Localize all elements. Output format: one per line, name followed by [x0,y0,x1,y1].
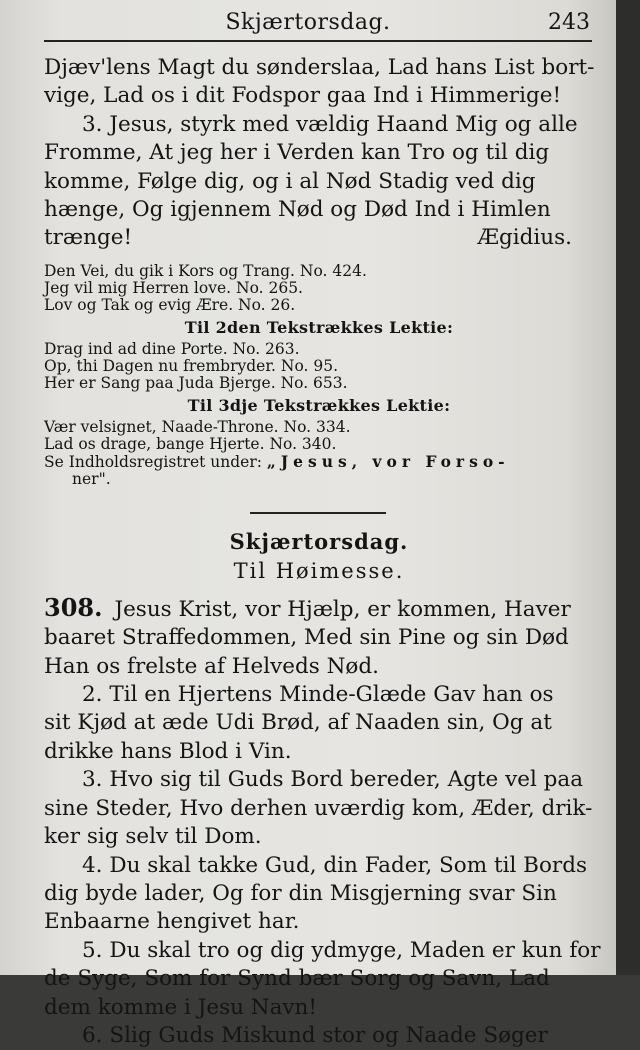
header-rule [44,40,592,42]
hymn-reference: Den Vei, du gik i Kors og Trang. No. 424. [44,261,367,280]
verse-line: 5. Du skal tro og dig ydmyge, Maden er kun for [82,937,601,963]
verse-line: dig byde lader, Og for din Misgjerning svar Sin [44,880,557,906]
verse-line: drikke hans Blod i Vin. [44,738,292,764]
verse-line: 6. Slig Guds Miskund stor og Naade Søger [82,1022,548,1048]
hymn-reference: Vær velsignet, Naade-Throne. No. 334. [44,417,351,436]
verse-line: komme, Følge dig, og i al Nød Stadig ved dig [44,168,536,194]
hymn-308 [44,592,601,1050]
verse-line: hænge, Og igjennem Nød og Død Ind i Himlen [44,197,551,223]
subheading-second-lesson: Til 2den Tekstrækkes Lektie: [184,317,454,337]
hymn-reference: Drag ind ad dine Porte. No. 263. [44,339,300,358]
section-subtitle: Til Høimesse. [233,558,405,583]
verse-line-last [44,224,594,252]
index-reference-spaced: „Jesus, vor Forso- [266,451,510,471]
index-reference [44,453,594,471]
verse-line: 3. Jesus, styrk med vældig Haand Mig og alle [82,111,578,137]
subheading-third-lesson: Til 3dje Tekstrækkes Lektie: [187,395,451,415]
verse-line: sit Kjød at æde Udi Brød, af Naaden sin, Og at [44,710,552,736]
verse-line: Fromme, At jeg her i Verden kan Tro og til dig [44,140,550,166]
verse-line: Enbaarne hengivet har. [44,909,300,935]
running-header [0,6,616,40]
section-divider [250,512,386,514]
page-content [44,54,601,1050]
author-signature: Ægidius. [477,225,572,251]
verse-line: Jesus Krist, vor Hjælp, er kommen, Haver [114,596,571,622]
verse-line: 3. Hvo sig til Guds Bord bereder, Agte vel paa [82,767,584,793]
hymn-reference: Jeg vil mig Herren love. No. 265. [44,278,303,297]
hymn-reference: Her er Sang paa Juda Bjerge. No. 653. [44,373,348,392]
verse-line: dem komme i Jesu Navn! [44,994,318,1020]
hymn-reference: Lad os drage, bange Hjerte. No. 340. [44,434,337,453]
hymn-references-3 [44,419,594,488]
verse-line: Djæv'lens Magt du sønderslaa, Lad hans List bort- [44,55,595,80]
hymn-references-1 [44,263,594,314]
page-number: 243 [548,10,590,35]
header-title: Skjærtorsdag. [225,10,391,35]
verse-line: de Syge, Som for Synd bær Sorg og Savn, Lad [44,966,550,992]
verse-line: baaret Straffedommen, Med sin Pine og sin Død [44,625,569,651]
section-title: Skjærtorsdag. [229,528,409,554]
hymn-references-2 [44,341,594,392]
hymn-number: 308. [44,592,103,622]
page-edge-shadow [616,0,640,975]
verse-line: 2. Til en Hjertens Minde-Glæde Gav han os [82,682,554,708]
hymn-first-line [44,594,594,624]
index-reference-continued: ner". [72,469,111,488]
verse-line: ker sig selv til Dom. [44,824,262,850]
verse-line: Han os frelste af Helveds Nød. [44,653,379,679]
verse-line: sine Steder, Hvo derhen uværdig kom, Æder, drik- [44,795,593,821]
top-verses [44,54,594,253]
verse-line: vige, Lad os i dit Fodspor gaa Ind i Himmerige! [44,83,562,109]
verse-line: 4. Du skal takke Gud, din Fader, Som til Bords [82,852,587,878]
hymn-reference: Lov og Tak og evig Ære. No. 26. [44,295,296,314]
verse-line: trænge! [44,225,133,251]
index-reference-text: Se Indholdsregistret under: [44,452,262,471]
hymn-reference: Op, thi Dagen nu frembryder. No. 95. [44,356,339,375]
